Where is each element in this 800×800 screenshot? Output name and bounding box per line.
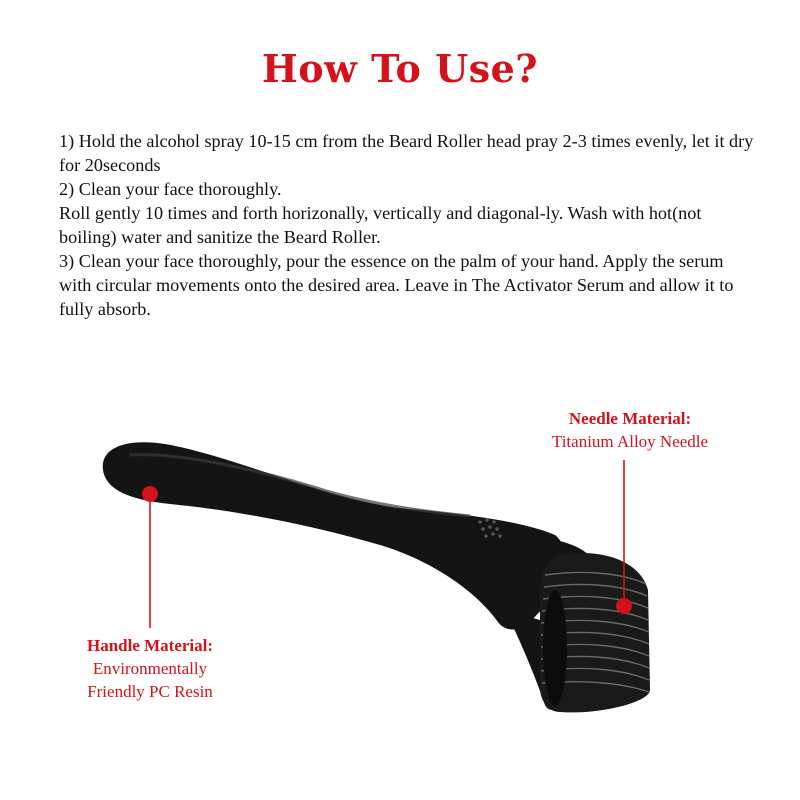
handle-material-label: Handle Material: <box>86 636 214 655</box>
handle-material-value-1: Environmentally <box>92 659 208 678</box>
handle-material-callout <box>40 634 260 703</box>
needle-material-label: Needle Material: <box>568 409 692 428</box>
marker-dot-icon <box>142 486 158 502</box>
instruction-step-3: 3) Clean your face thoroughly, pour the essence on the palm of your hand. Apply the serum with circular movements onto the desired area. Leave in The Activator Serum and allow it to fully absorb. <box>59 251 734 319</box>
instruction-step-2-detail: Roll gently 10 times and forth horizonally, vertically and diagonal-ly. Wash with hot(not boiling) water and sanitize the Beard Roller. <box>59 203 702 247</box>
instruction-step-2: 2) Clean your face thoroughly. <box>59 179 282 199</box>
page-title: How To Use? <box>261 46 539 91</box>
needle-material-callout <box>500 407 760 453</box>
roller-handle <box>103 442 567 629</box>
needle-material-value: Titanium Alloy Needle <box>551 432 709 451</box>
marker-dot-icon <box>616 598 632 614</box>
handle-material-value-2: Friendly PC Resin <box>87 682 213 701</box>
roller-head <box>540 553 650 712</box>
instruction-step-1: 1) Hold the alcohol spray 10-15 cm from the Beard Roller head pray 2-3 times evenly, let it dry for 20seconds <box>59 131 754 175</box>
